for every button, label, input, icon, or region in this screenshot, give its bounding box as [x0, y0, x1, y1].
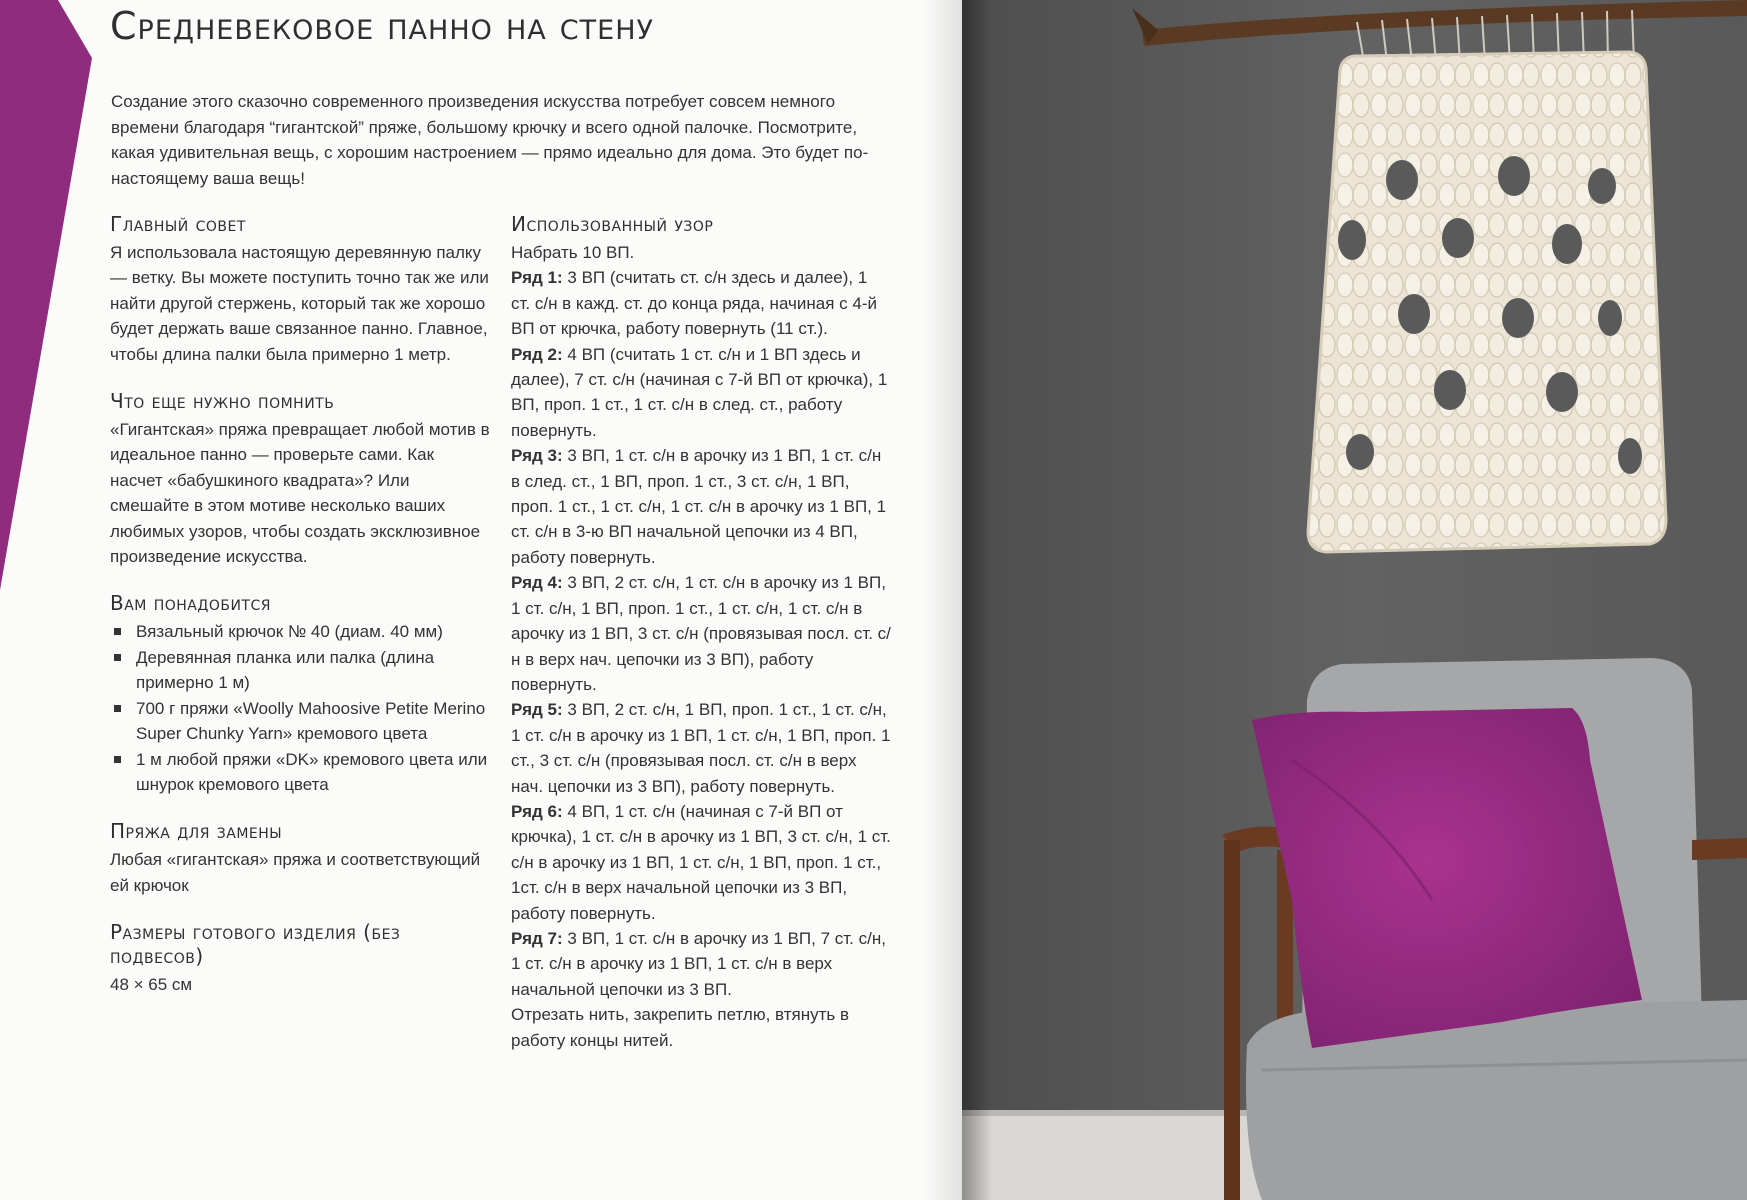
materials-section [110, 591, 490, 797]
substitute-heading: Пряжа для замены [110, 819, 283, 844]
row-label: Ряд 2: [511, 344, 563, 364]
pattern-start: Набрать 10 ВП. [511, 243, 635, 262]
materials-heading: Вам понадобится [110, 591, 271, 616]
tip-heading: Главный совет [110, 212, 246, 236]
pattern-row [511, 570, 891, 697]
materials-item: Деревянная планка или палка (длина примерно 1 м) [110, 645, 490, 696]
pattern-row [511, 265, 891, 341]
materials-list [110, 619, 490, 797]
pattern-row [511, 926, 891, 1002]
row-label: Ряд 6: [511, 801, 563, 821]
photo-wall-hanging-chair [962, 0, 1747, 1200]
pattern-row [511, 443, 891, 570]
tip-text: Я использовала настоящую деревянную палку — ветку. Вы можете поступить точно так же или найти другой стержень, который так же хорошо будет держать ваше связанное панно. Главное, чтобы длина палки была примерно 1 метр. [110, 243, 489, 364]
row-label: Ряд 1: [511, 268, 563, 288]
intro-paragraph: Создание этого сказочно современного произведения искусства потребует совсем немного времени благодаря “гигантской” пряже, большому крючку и всего одной палочке. Посмотрите, какая удивительная вещь, с хорошим настроением — прямо идеально для дома. Это будет по-настоящему ваша вещь! [111, 92, 869, 188]
row-text: 3 ВП, 1 ст. с/н в арочку из 1 ВП, 1 ст. с/н в след. ст., 1 ВП, проп. 1 ст., 3 ст. с/н, 1 ВП, проп. 1 ст., 1 ст. с/н, 1 ст. с/н в арочку из 1 ВП, 1 ст. с/н в 3-ю ВП начальной цепочки из 4 ВП, работу повернуть. [511, 446, 887, 567]
purple-accent-band [0, 0, 100, 1200]
crochet-wall-hanging [1308, 52, 1666, 552]
purple-cushion [1252, 708, 1642, 1048]
size-text: 48 × 65 см [110, 975, 193, 995]
row-text: 3 ВП, 1 ст. с/н в арочку из 1 ВП, 7 ст. с/н, 1 ст. с/н в арочку из 1 ВП, 1 ст. с/н в верх начальной цепочки из 3 ВП. [511, 928, 886, 999]
pattern-heading: Использованный узор [511, 212, 714, 236]
substitute-text: Любая «гигантская» пряжа и соответствующий ей крючок [110, 850, 481, 895]
size-heading: Размеры готового изделия (без подвесов) [110, 920, 401, 969]
row-text: 3 ВП, 2 ст. с/н, 1 ВП, проп. 1 ст., 1 ст. с/н, 1 ст. с/н в арочку из 1 ВП, 1 ст. с/н, 1 ВП, проп. 1 ст., 3 ст. с/н (провязывая посл. ст. с/н в верх нач. цепочки из 3 ВП), работу повернуть. [511, 700, 891, 796]
pattern-row [511, 697, 891, 799]
row-text: 3 ВП (считать ст. с/н здесь и далее), 1 ст. с/н в кажд. ст. до конца ряда, начиная с 4-й ВП от крючка, работу повернуть (11 ст.). [511, 268, 877, 339]
materials-item: 1 м любой пряжи «DK» кремового цвета или шнурок кремового цвета [110, 747, 490, 798]
row-text: 4 ВП (считать 1 ст. с/н и 1 ВП здесь и далее), 7 ст. с/н (начиная с 7-й ВП от крючка), 1 ВП, проп. 1 ст., 1 ст. с/н в след. ст., работу повернуть. [511, 344, 888, 440]
pattern-column [511, 212, 891, 1053]
remember-section [110, 389, 490, 569]
row-label: Ряд 7: [511, 928, 563, 948]
remember-text: «Гигантская» пряжа превращает любой мотив в идеальное панно — проверьте сами. Как насчет «бабушкиного квадрата»? Или смешайте в этом мотиве несколько ваших любимых узоров, чтобы создать эксклюзивное произведение искусства. [110, 420, 490, 567]
info-column [110, 212, 490, 1020]
page-title: Средневековое панно на стену [110, 4, 654, 48]
photo-page [962, 0, 1747, 1200]
tip-section [110, 212, 490, 367]
row-text: 3 ВП, 2 ст. с/н, 1 ст. с/н в арочку из 1 ВП, 1 ст. с/н, 1 ВП, проп. 1 ст., 1 ст. с/н, 1 ст. с/н в арочку из 1 ВП, 3 ст. с/н (провязывая посл. ст. с/н в верх нач. цепочки из 3 ВП), работу повернуть. [511, 573, 891, 694]
materials-item: 700 г пряжи «Woolly Mahoosive Petite Merino Super Chunky Yarn» кремового цвета [110, 696, 490, 747]
row-text: 4 ВП, 1 ст. с/н (начиная с 7-й ВП от крючка), 1 ст. с/н в арочку из 1 ВП, 3 ст. с/н, 1 ст. с/н в арочку из 1 ВП, 1 ст. с/н, 1 ВП, проп. 1 ст., 1ст. с/н в верх начальной цепочки из 3 ВП, работу повернуть. [511, 801, 891, 923]
gutter-shadow [922, 0, 962, 1200]
row-label: Ряд 4: [511, 573, 563, 593]
pattern-finish: Отрезать нить, закрепить петлю, втянуть в работу концы нитей. [511, 1005, 849, 1050]
pattern-row [511, 799, 891, 926]
pattern-row [511, 342, 891, 444]
size-section [110, 920, 490, 997]
materials-item: Вязальный крючок № 40 (диам. 40 мм) [110, 619, 490, 644]
substitute-section [110, 819, 490, 898]
row-label: Ряд 3: [511, 446, 563, 466]
row-label: Ряд 5: [511, 700, 563, 720]
remember-heading: Что еще нужно помнить [110, 389, 335, 414]
